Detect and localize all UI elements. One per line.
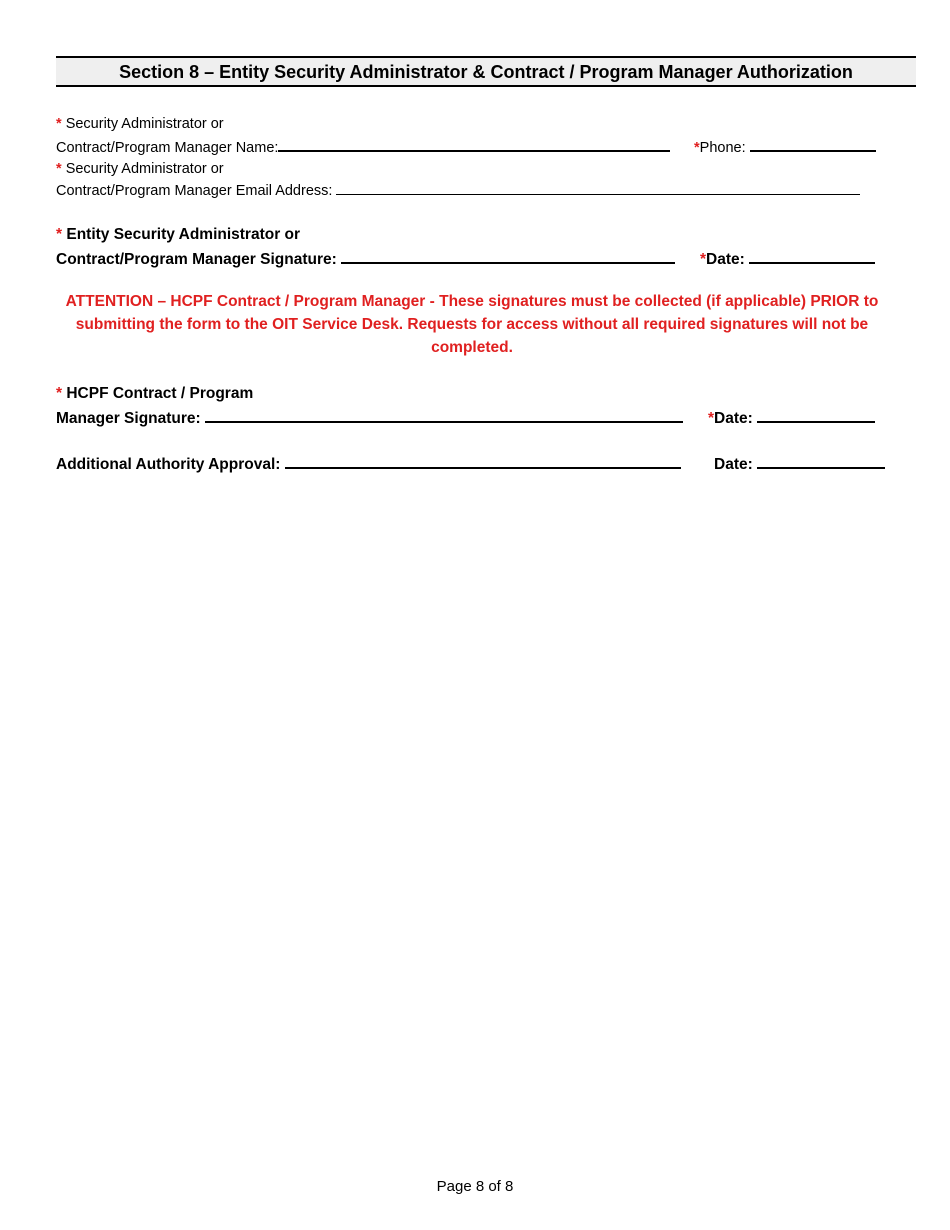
required-marker: * — [700, 251, 707, 268]
hcpf-signature-label-1: HCPF Contract / Program — [66, 385, 254, 402]
phone-label: Phone: — [699, 140, 746, 156]
name-label-1: Security Administrator or — [65, 116, 224, 132]
hcpf-date-field — [708, 407, 875, 429]
email-label-1: Security Administrator or — [65, 161, 224, 177]
hcpf-date-label: Date: — [714, 410, 753, 427]
additional-approval-row — [56, 453, 888, 475]
required-marker: * — [56, 161, 62, 177]
name-label-line-1 — [56, 114, 888, 134]
required-marker: * — [56, 116, 62, 132]
esa-signature-label-line-1 — [56, 225, 888, 245]
required-marker: * — [56, 226, 63, 243]
email-label-line-1 — [56, 159, 888, 179]
hcpf-date-input[interactable] — [757, 407, 875, 423]
email-label-2: Contract/Program Manager Email Address: — [56, 183, 333, 199]
additional-date-field — [714, 453, 885, 475]
email-field-row — [56, 180, 888, 201]
name-input[interactable] — [278, 136, 670, 152]
esa-signature-label-1: Entity Security Administrator or — [66, 226, 301, 243]
name-label-2: Contract/Program Manager Name: — [56, 140, 279, 156]
section-title: Section 8 – Entity Security Administrator & Contract / Program Manager Authorization — [56, 56, 916, 87]
hcpf-signature-label-2: Manager Signature: — [56, 410, 201, 427]
phone-field — [694, 136, 876, 158]
hcpf-signature-row — [56, 407, 888, 429]
attention-notice: ATTENTION – HCPF Contract / Program Manager - These signatures must be collected (if applicable) PRIOR to submitting the form to the OIT Service Desk. Requests for access without all required signatures will not be completed. — [65, 293, 879, 356]
page-number: Page 8 of 8 — [436, 1178, 514, 1195]
esa-date-label: Date: — [706, 251, 745, 268]
additional-date-input[interactable] — [757, 453, 885, 469]
hcpf-signature-label-line-1 — [56, 384, 888, 404]
email-input[interactable] — [336, 180, 860, 195]
esa-date-input[interactable] — [749, 248, 875, 264]
hcpf-signature-input[interactable] — [205, 407, 683, 423]
additional-approval-label: Additional Authority Approval: — [56, 456, 281, 473]
additional-approval-input[interactable] — [285, 453, 681, 469]
esa-signature-row — [56, 248, 888, 270]
required-marker: * — [694, 140, 700, 156]
esa-signature-label-2: Contract/Program Manager Signature: — [56, 251, 337, 268]
name-field-row — [56, 136, 888, 158]
esa-signature-input[interactable] — [341, 248, 675, 264]
additional-date-label: Date: — [714, 456, 753, 473]
required-marker: * — [56, 385, 63, 402]
phone-input[interactable] — [750, 136, 876, 152]
required-marker: * — [708, 410, 715, 427]
esa-date-field — [700, 248, 875, 270]
